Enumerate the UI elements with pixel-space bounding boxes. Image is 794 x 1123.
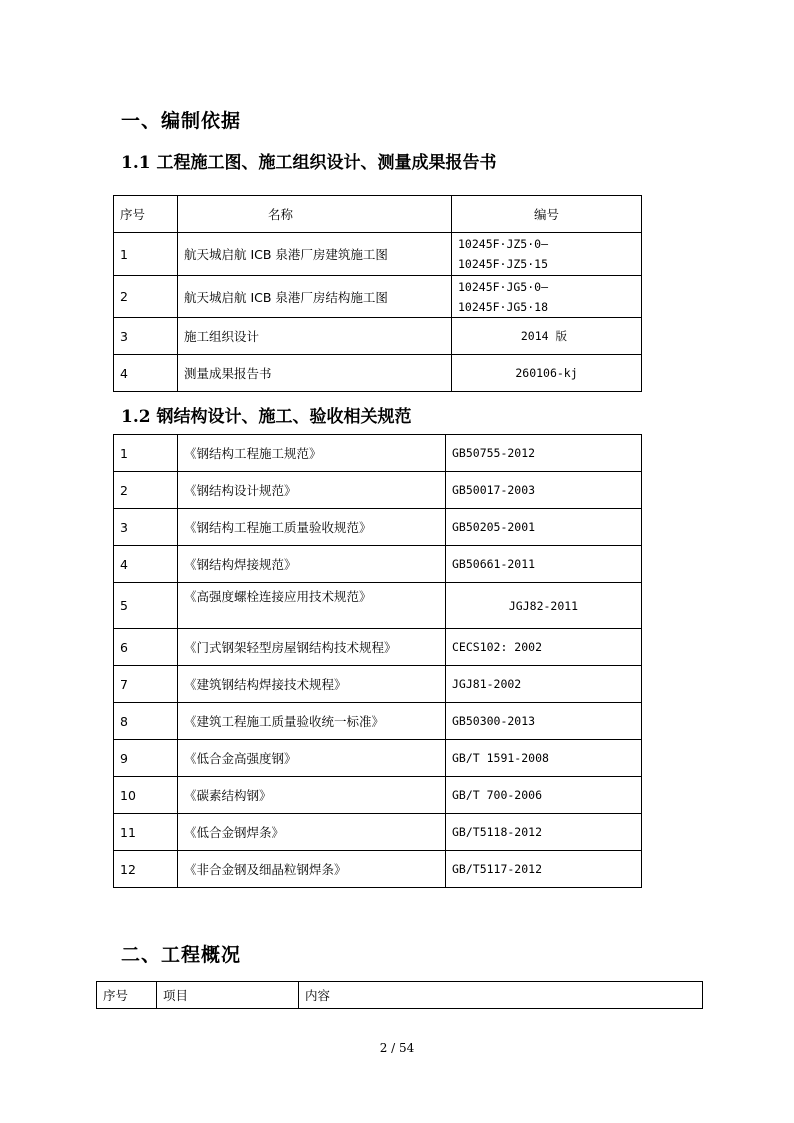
row-code: GB50205-2001 — [446, 509, 642, 546]
row-name: 《建筑钢结构焊接技术规程》 — [178, 666, 446, 703]
row-no: 3 — [114, 318, 178, 355]
table-row — [114, 355, 642, 392]
table-row — [114, 583, 642, 629]
subsection-1-1-heading: 1.1 工程施工图、施工组织设计、测量成果报告书 — [121, 153, 497, 173]
code-end: 10245F·JG5·18 — [458, 299, 549, 314]
table-row — [114, 318, 642, 355]
table-row — [114, 740, 642, 777]
section1-heading: 一、编制依据 — [121, 110, 242, 132]
table-row — [114, 629, 642, 666]
table-row — [114, 472, 642, 509]
row-name: 《高强度螺栓连接应用技术规范》 — [178, 583, 446, 629]
header-item: 项目 — [157, 982, 299, 1009]
overview-table — [96, 981, 703, 1009]
row-code: JGJ81-2002 — [446, 666, 642, 703]
row-name: 《低合金高强度钢》 — [178, 740, 446, 777]
table-header-row — [97, 982, 703, 1009]
row-code: GB50661-2011 — [446, 546, 642, 583]
row-name: 《建筑工程施工质量验收统一标准》 — [178, 703, 446, 740]
row-no: 5 — [114, 583, 178, 629]
row-no: 2 — [114, 472, 178, 509]
row-name: 测量成果报告书 — [178, 355, 452, 392]
table-row — [114, 703, 642, 740]
row-name: 《非合金钢及细晶粒钢焊条》 — [178, 851, 446, 888]
row-code: 2014 版 — [452, 318, 642, 355]
row-no: 7 — [114, 666, 178, 703]
row-code: GB/T5117-2012 — [446, 851, 642, 888]
row-no: 6 — [114, 629, 178, 666]
table-row — [114, 546, 642, 583]
row-name: 《钢结构焊接规范》 — [178, 546, 446, 583]
row-no: 4 — [114, 355, 178, 392]
row-no: 2 — [114, 276, 178, 318]
row-name: 《钢结构设计规范》 — [178, 472, 446, 509]
code-start: 10245F·JZ5·0— — [458, 237, 549, 251]
header-name: 名称 — [178, 196, 452, 233]
row-no: 4 — [114, 546, 178, 583]
row-no: 9 — [114, 740, 178, 777]
row-code: GB/T5118-2012 — [446, 814, 642, 851]
page-number: 2 / 54 — [379, 1041, 415, 1055]
row-code: CECS102: 2002 — [446, 629, 642, 666]
row-code: GB50300-2013 — [446, 703, 642, 740]
row-name: 《碳素结构钢》 — [178, 777, 446, 814]
table-row — [114, 666, 642, 703]
row-no: 3 — [114, 509, 178, 546]
table-row — [114, 777, 642, 814]
table-row — [114, 233, 642, 276]
header-content: 内容 — [299, 982, 703, 1009]
row-no: 1 — [114, 233, 178, 276]
section2-heading: 二、工程概况 — [121, 944, 242, 966]
code-start: 10245F·JG5·0— — [458, 279, 549, 294]
drawings-table — [113, 195, 642, 392]
subsection-1-2-heading: 1.2 钢结构设计、施工、验收相关规范 — [121, 407, 412, 427]
row-code — [452, 276, 642, 318]
row-code: 260106-kj — [452, 355, 642, 392]
row-name: 航天城启航 ICB 泉港厂房结构施工图 — [178, 276, 452, 318]
row-name: 施工组织设计 — [178, 318, 452, 355]
row-no: 8 — [114, 703, 178, 740]
row-code: GB50017-2003 — [446, 472, 642, 509]
code-end: 10245F·JZ5·15 — [458, 257, 549, 271]
row-no: 11 — [114, 814, 178, 851]
table-row — [114, 276, 642, 318]
standards-table — [113, 434, 642, 888]
table-row — [114, 814, 642, 851]
row-no: 1 — [114, 435, 178, 472]
header-no: 序号 — [97, 982, 157, 1009]
table-header-row — [114, 196, 642, 233]
header-code: 编号 — [452, 196, 642, 233]
row-code: GB/T 1591-2008 — [446, 740, 642, 777]
row-code: JGJ82-2011 — [446, 583, 642, 629]
row-name: 《低合金钢焊条》 — [178, 814, 446, 851]
table-row — [114, 851, 642, 888]
row-name: 《钢结构工程施工规范》 — [178, 435, 446, 472]
row-no: 12 — [114, 851, 178, 888]
row-code: GB/T 700-2006 — [446, 777, 642, 814]
row-name: 航天城启航 ICB 泉港厂房建筑施工图 — [178, 233, 452, 276]
header-no: 序号 — [114, 196, 178, 233]
row-code: GB50755-2012 — [446, 435, 642, 472]
row-code — [452, 233, 642, 276]
row-name: 《门式钢架轻型房屋钢结构技术规程》 — [178, 629, 446, 666]
row-name: 《钢结构工程施工质量验收规范》 — [178, 509, 446, 546]
table-row — [114, 509, 642, 546]
table-row — [114, 435, 642, 472]
row-no: 10 — [114, 777, 178, 814]
